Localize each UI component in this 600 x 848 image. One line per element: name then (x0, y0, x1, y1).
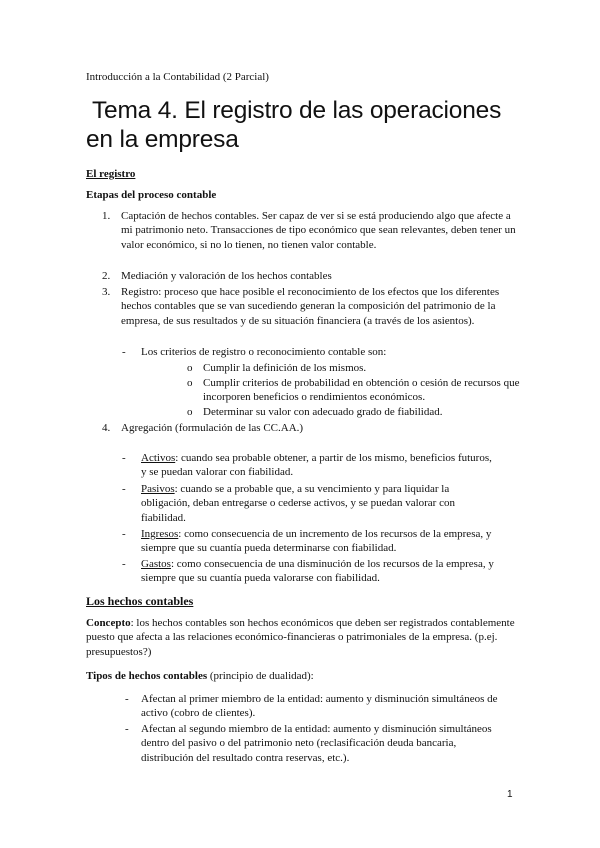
definition-text: : cuando se a probable que, a su vencimiento y para liquidar la obligación, deban entregarse o cederse activos, y se puedan valorar con fiabilidad. (141, 483, 455, 524)
list-item-text: Registro: proceso que hace posible el reconocimiento de los efectos que los diferentes hechos contables que se van sucediendo generan la composición del patrimonio de la empresa, de sus resultados y de su situación financiera (a través de los asientos). (121, 286, 500, 327)
definition-term: Activos (141, 452, 176, 464)
page-number: 1 (507, 789, 513, 800)
concept-paragraph (86, 616, 518, 659)
dash-bullet: - (122, 452, 126, 464)
definition-term: Ingresos (141, 528, 179, 540)
section-heading-registro: El registro (86, 168, 136, 180)
types-paragraph (86, 669, 518, 683)
circle-bullet: o (187, 377, 193, 389)
list-item (102, 421, 516, 435)
subheading-etapas: Etapas del proceso contable (86, 189, 217, 201)
list-number: 1. (102, 210, 111, 222)
list-item (125, 692, 511, 721)
definition-term: Pasivos (141, 483, 175, 495)
definition-text: : como consecuencia de una disminución de los recursos de la empresa, y siempre que su cuantía pueda valorarse con fiabilidad. (141, 558, 494, 585)
definition-text: : cuando sea probable obtener, a partir de los mismo, beneficios futuros, y se puedan valorar con fiabilidad. (141, 452, 492, 479)
definition-text: : como consecuencia de un incremento de los recursos de la empresa, y siempre que su cuantía pueda determinarse con fiabilidad. (141, 528, 492, 555)
dash-bullet: - (122, 528, 126, 540)
circle-bullet: o (187, 362, 193, 374)
list-item (102, 269, 516, 283)
list-item (122, 451, 496, 480)
list-item (125, 722, 511, 765)
list-item (187, 376, 538, 405)
title-line-2: en la empresa (86, 126, 239, 153)
list-number: 3. (102, 286, 111, 298)
list-item-text: Determinar su valor con adecuado grado de fiabilidad. (203, 406, 443, 418)
dash-bullet: - (122, 483, 126, 495)
list-item (122, 557, 496, 586)
list-number: 2. (102, 270, 111, 282)
document-header: Introducción a la Contabilidad (2 Parcial) (86, 71, 269, 83)
list-item (102, 209, 516, 252)
list-item-text: Captación de hechos contables. Ser capaz de ver si se está produciendo algo que afecte a mi patrimonio neto. Transacciones de tipo económico que sean relevantes, deben tener un valor económico, si no lo tienen, no tienen valor contable. (121, 210, 516, 251)
definition-term: Gastos (141, 558, 171, 570)
list-item-text: Agregación (formulación de las CC.AA.) (121, 422, 304, 434)
list-item (122, 482, 496, 525)
list-item (187, 405, 538, 419)
page-title (86, 96, 546, 154)
list-item (187, 361, 538, 375)
concept-label: Concepto (86, 617, 131, 629)
list-number: 4. (102, 422, 111, 434)
list-item-text: Cumplir criterios de probabilidad en obtención o cesión de recursos que incorporen beneficios o rendimientos económicos. (203, 377, 520, 404)
dash-bullet: - (125, 693, 129, 705)
list-item-text: Los criterios de registro o reconocimiento contable son: (141, 346, 387, 358)
circle-bullet: o (187, 406, 193, 418)
dash-bullet: - (125, 723, 129, 735)
dash-bullet: - (122, 558, 126, 570)
concept-text: : los hechos contables son hechos económicos que deben ser registrados contablemente puesto que afecta a las relaciones económico-financieras o patrimoniales de la empresa. (p.ej. presupuestos?) (86, 617, 515, 658)
list-item-text: Afectan al segundo miembro de la entidad: aumento y disminución simultáneos dentro del pasivo o del patrimonio neto (reclasificación deuda bancaria, distribución del resultado contra reservas, etc.). (141, 723, 492, 764)
list-item (122, 345, 521, 359)
list-item-text: Afectan al primer miembro de la entidad: aumento y disminución simultáneos de activo (cobro de clientes). (141, 693, 498, 720)
section-heading-hechos: Los hechos contables (86, 594, 194, 608)
dash-bullet: - (122, 346, 126, 358)
title-line-1: Tema 4. El registro de las operaciones (92, 97, 502, 124)
list-item-text: Cumplir la definición de los mismos. (203, 362, 367, 374)
list-item (102, 285, 516, 328)
list-item-text: Mediación y valoración de los hechos contables (121, 270, 332, 282)
types-label: Tipos de hechos contables (86, 670, 208, 682)
list-item (122, 527, 496, 556)
types-note: (principio de dualidad): (207, 670, 314, 682)
